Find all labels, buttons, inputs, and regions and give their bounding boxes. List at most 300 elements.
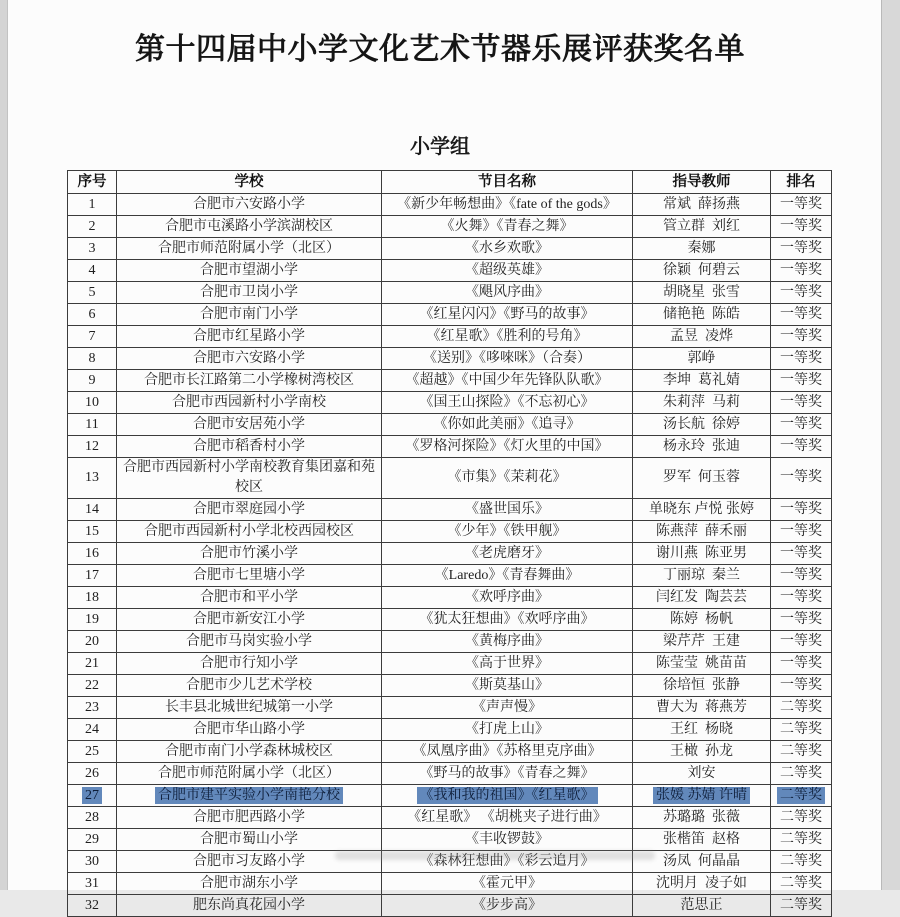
cell-text-teachers: 汤凤 何晶晶 [663,853,740,869]
cell-text-no: 7 [88,328,96,344]
cell-text-rank: 一等奖 [780,240,822,256]
cell-no [68,414,117,436]
cell-rank [771,194,832,216]
cell-text-rank: 一等奖 [780,501,822,517]
cell-no [68,216,117,238]
cell-text-program: 《你如此美丽》《追寻》 [433,416,581,432]
cell-text-no: 6 [88,306,96,322]
cell-rank [771,675,832,697]
cell-text-rank: 二等奖 [780,853,822,869]
cell-text-teachers: 陈莹莹 姚苗苗 [656,655,747,671]
cell-text-program: 《打虎上山》 [465,721,549,737]
cell-text-school: 合肥市望湖小学 [200,262,298,278]
cell-text-program: 《凤凰序曲》《苏格里克序曲》 [412,743,602,759]
cell-rank [771,326,832,348]
cell-text-no: 3 [88,240,96,256]
cell-text-school: 合肥市卫岗小学 [200,284,298,300]
cell-text-school: 合肥市建平实验小学南艳分校 [155,787,343,804]
cell-text-school: 合肥市蜀山小学 [200,831,298,847]
cell-school [117,741,382,763]
cell-text-rank: 一等奖 [780,633,822,649]
cell-text-program: 《红星闪闪》《野马的故事》 [419,306,595,322]
cell-text-no: 20 [85,633,99,649]
cell-teachers [633,719,771,741]
cell-school [117,697,382,719]
cell-teachers [633,521,771,543]
cell-text-no: 8 [88,350,96,366]
cell-text-program: 《我和我的祖国》《红星歌》 [417,787,598,804]
cell-teachers [633,282,771,304]
cell-text-teachers: 范思正 [680,897,723,913]
cell-text-program: 《森林狂想曲》《彩云追月》 [419,853,595,869]
cell-text-teachers: 李坤 葛礼婧 [663,372,740,388]
cell-program [382,763,633,785]
table-row [68,194,832,216]
cell-teachers [633,895,771,917]
cell-text-program: 《丰收锣鼓》 [465,831,549,847]
cell-teachers [633,436,771,458]
cell-program [382,653,633,675]
cell-text-no: 17 [85,567,99,583]
cell-no [68,326,117,348]
cell-rank [771,807,832,829]
cell-teachers [633,763,771,785]
cell-rank [771,829,832,851]
cell-text-program: 《霍元甲》 [472,875,542,891]
cell-teachers [633,414,771,436]
cell-program [382,719,633,741]
cell-teachers [633,238,771,260]
cell-school [117,895,382,917]
cell-text-rank: 一等奖 [780,589,822,605]
cell-rank [771,392,832,414]
cell-text-program: 《红星歌》《胜利的号角》 [426,328,588,344]
cell-text-school: 合肥市华山路小学 [193,721,305,737]
cell-text-no: 15 [85,523,99,539]
table-row [68,697,832,719]
cell-text-teachers: 丁丽琼 秦兰 [663,567,740,583]
cell-no [68,499,117,521]
cell-teachers [633,260,771,282]
cell-text-program: 《市集》《茉莉花》 [447,470,567,485]
cell-text-no: 10 [85,394,99,410]
cell-text-school: 合肥市马岗实验小学 [186,633,312,649]
cell-text-rank: 二等奖 [780,897,822,913]
cell-text-rank: 一等奖 [780,470,822,485]
cell-program [382,282,633,304]
cell-teachers [633,543,771,565]
cell-program [382,348,633,370]
cell-program [382,216,633,238]
cell-text-teachers: 闫红发 陶芸芸 [656,589,747,605]
cell-no [68,785,117,807]
cell-text-no: 11 [85,416,99,432]
cell-text-rank: 二等奖 [780,809,822,825]
cell-program [382,631,633,653]
cell-program [382,436,633,458]
cell-text-no: 28 [85,809,99,825]
cell-text-teachers: 苏璐璐 张薇 [663,809,740,825]
cell-text-program: 《火舞》《青春之舞》 [440,218,574,234]
cell-text-school: 合肥市西园新村小学南校 [172,394,326,410]
cell-text-program: 《超级英雄》 [465,262,549,278]
cell-text-teachers: 单晓东 卢悦 张婷 [649,501,754,517]
cell-teachers [633,609,771,631]
cell-no [68,370,117,392]
cell-text-school: 合肥市稻香村小学 [193,438,305,454]
cell-program [382,326,633,348]
cell-text-teachers: 常斌 薛扬燕 [663,196,740,212]
cell-rank [771,499,832,521]
cell-text-no: 22 [85,677,99,693]
table-row [68,653,832,675]
cell-text-rank: 一等奖 [780,416,822,432]
cell-text-no: 4 [88,262,96,278]
cell-text-school: 合肥市和平小学 [200,589,298,605]
table-row [68,587,832,609]
cell-text-no: 23 [85,699,99,715]
cell-text-school: 合肥市行知小学 [200,655,298,671]
cell-text-school: 合肥市长江路第二小学橡树湾校区 [144,372,354,388]
cell-text-school: 合肥市竹溪小学 [200,545,298,561]
cell-program [382,194,633,216]
cell-text-teachers: 刘安 [687,765,716,781]
cell-text-rank: 二等奖 [780,875,822,891]
cell-program [382,238,633,260]
cell-school [117,194,382,216]
cell-no [68,873,117,895]
cell-text-no: 9 [88,372,96,388]
cell-school [117,282,382,304]
cell-rank [771,631,832,653]
cell-program [382,741,633,763]
cell-text-teachers: 张媛 苏婧 许晴 [653,787,750,804]
table-header-row [68,171,832,194]
cell-text-teachers: 胡晓星 张雪 [663,284,740,300]
cell-rank [771,851,832,873]
cell-text-no: 1 [88,196,96,212]
cell-no [68,851,117,873]
cell-text-no: 2 [88,218,96,234]
cell-text-program: 《欢呼序曲》 [465,589,549,605]
cell-text-school: 合肥市屯溪路小学滨湖校区 [165,218,333,234]
cell-rank [771,719,832,741]
table-row [68,436,832,458]
cell-teachers [633,697,771,719]
cell-text-rank: 二等奖 [780,699,822,715]
cell-program [382,543,633,565]
cell-text-rank: 一等奖 [780,655,822,671]
cell-text-program: 《国王山探险》《不忘初心》 [419,394,595,410]
cell-school [117,653,382,675]
cell-rank [771,458,832,499]
cell-text-school: 合肥市新安江小学 [193,611,305,627]
awards-table-body [68,194,832,917]
cell-no [68,829,117,851]
cell-text-teachers: 沈明月 凌子如 [656,875,747,891]
cell-school [117,348,382,370]
cell-teachers [633,741,771,763]
cell-text-no: 29 [85,831,99,847]
header-no: 序号 [68,171,117,194]
cell-text-teachers: 谢川燕 陈亚男 [656,545,747,561]
cell-school [117,414,382,436]
cell-no [68,697,117,719]
cell-rank [771,414,832,436]
cell-text-program: 《高于世界》 [465,655,549,671]
cell-text-no: 26 [85,765,99,781]
cell-text-rank: 一等奖 [780,350,822,366]
cell-no [68,458,117,499]
cell-rank [771,238,832,260]
cell-teachers [633,565,771,587]
cell-school [117,873,382,895]
table-row [68,807,832,829]
cell-text-school: 长丰县北城世纪城第一小学 [165,699,333,715]
cell-no [68,741,117,763]
cell-text-no: 30 [85,853,99,869]
header-rank: 排名 [771,171,832,194]
cell-teachers [633,392,771,414]
cell-text-program: 《老虎磨牙》 [465,545,549,561]
cell-rank [771,216,832,238]
cell-school [117,829,382,851]
cell-rank [771,348,832,370]
cell-program [382,609,633,631]
table-row [68,458,832,499]
table-row [68,829,832,851]
cell-no [68,392,117,414]
cell-no [68,543,117,565]
cell-text-rank: 一等奖 [780,677,822,693]
cell-text-school: 合肥市师范附属小学（北区） [158,765,340,781]
cell-text-program: 《超越》《中国少年先锋队队歌》 [405,372,609,388]
cell-no [68,304,117,326]
cell-teachers [633,370,771,392]
cell-text-rank: 二等奖 [780,831,822,847]
cell-program [382,260,633,282]
cell-text-teachers: 曹大为 蒋燕芳 [656,699,747,715]
cell-rank [771,697,832,719]
cell-no [68,521,117,543]
cell-no [68,609,117,631]
cell-text-rank: 一等奖 [780,284,822,300]
cell-teachers [633,653,771,675]
cell-text-no: 19 [85,611,99,627]
cell-teachers [633,458,771,499]
cell-text-no: 14 [85,501,99,517]
cell-teachers [633,194,771,216]
cell-text-school: 合肥市南门小学森林城校区 [165,743,333,759]
cell-text-school: 合肥市西园新村小学北校西园校区 [144,523,354,539]
cell-text-teachers: 储艳艳 陈皓 [663,306,740,322]
cell-text-program: 《声声慢》 [472,699,542,715]
cell-text-school: 合肥市少儿艺术学校 [186,677,312,693]
cell-program [382,499,633,521]
cell-program [382,414,633,436]
table-row [68,895,832,917]
table-row [68,719,832,741]
page-title: 第十四届中小学文化艺术节器乐展评获奖名单 [135,33,745,66]
cell-text-program: 《少年》《铁甲舰》 [447,523,567,539]
cell-no [68,436,117,458]
cell-teachers [633,348,771,370]
cell-text-no: 13 [85,470,99,485]
cell-school [117,609,382,631]
cell-school [117,392,382,414]
cell-teachers [633,829,771,851]
cell-text-teachers: 陈燕萍 薛禾丽 [656,523,747,539]
cell-text-teachers: 陈婷 杨帆 [670,611,733,627]
cell-text-program: 《水乡欢歌》 [465,240,549,256]
header-school: 学校 [117,171,382,194]
cell-text-no: 32 [85,897,99,913]
cell-text-program: 《盛世国乐》 [465,501,549,517]
cell-text-rank: 二等奖 [780,721,822,737]
cell-program [382,873,633,895]
cell-text-teachers: 杨永玲 张迪 [663,438,740,454]
table-row [68,543,832,565]
cell-text-rank: 一等奖 [780,438,822,454]
cell-school [117,260,382,282]
table-row [68,873,832,895]
table-row [68,565,832,587]
cell-rank [771,785,832,807]
cell-school [117,807,382,829]
cell-rank [771,565,832,587]
table-row [68,499,832,521]
cell-teachers [633,304,771,326]
cell-text-teachers: 王橄 孙龙 [670,743,733,759]
cell-rank [771,260,832,282]
cell-text-school: 合肥市六安路小学 [193,350,305,366]
cell-rank [771,282,832,304]
cell-school [117,587,382,609]
cell-rank [771,653,832,675]
cell-text-teachers: 郭峥 [687,350,716,366]
cell-school [117,326,382,348]
cell-program [382,370,633,392]
cell-program [382,895,633,917]
page-right-edge [881,0,900,890]
cell-rank [771,609,832,631]
cell-text-no: 25 [85,743,99,759]
cell-teachers [633,807,771,829]
cell-text-program: 《送别》《哆唻咪》（合奏） [423,350,591,366]
cell-text-teachers: 张楷笛 赵格 [663,831,740,847]
cell-no [68,763,117,785]
cell-text-program: 《罗格河探险》《灯火里的中国》 [405,438,609,454]
cell-text-no: 16 [85,545,99,561]
cell-text-teachers: 秦娜 [687,240,716,256]
header-teachers: 指导教师 [633,171,771,194]
cell-rank [771,741,832,763]
cell-school [117,304,382,326]
cell-school [117,458,382,499]
cell-no [68,348,117,370]
cell-text-school: 合肥市安居苑小学 [193,416,305,432]
table-row [68,785,832,807]
cell-no [68,719,117,741]
cell-program [382,304,633,326]
cell-school [117,631,382,653]
cell-school [117,785,382,807]
cell-text-school: 合肥市翠庭园小学 [193,501,305,517]
awards-table [67,170,832,917]
cell-rank [771,543,832,565]
table-row [68,414,832,436]
table-row [68,609,832,631]
cell-no [68,194,117,216]
cell-text-teachers: 徐培恒 张静 [663,677,740,693]
cell-teachers [633,785,771,807]
cell-text-school: 合肥市西园新村小学南校教育集团嘉和苑校区 [123,460,375,495]
cell-text-program: 《红星歌》 《胡桃夹子进行曲》 [407,809,607,825]
cell-rank [771,873,832,895]
cell-text-rank: 一等奖 [780,372,822,388]
cell-no [68,631,117,653]
cell-teachers [633,216,771,238]
cell-program [382,697,633,719]
table-row [68,370,832,392]
cell-text-rank: 一等奖 [780,218,822,234]
cell-teachers [633,587,771,609]
cell-text-school: 合肥市师范附属小学（北区） [158,240,340,256]
cell-text-rank: 一等奖 [780,545,822,561]
cell-text-school: 合肥市红星路小学 [193,328,305,344]
cell-no [68,238,117,260]
table-row [68,675,832,697]
cell-program [382,675,633,697]
cell-text-rank: 一等奖 [780,523,822,539]
cell-text-teachers: 徐颖 何碧云 [663,262,740,278]
cell-text-no: 5 [88,284,96,300]
table-row [68,392,832,414]
cell-text-teachers: 汤长航 徐婷 [663,416,740,432]
cell-rank [771,370,832,392]
cell-no [68,282,117,304]
cell-school [117,238,382,260]
cell-text-teachers: 孟昱 凌烨 [670,328,733,344]
cell-text-no: 27 [82,787,102,804]
cell-no [68,895,117,917]
cell-text-no: 24 [85,721,99,737]
cell-no [68,565,117,587]
cell-text-program: 《犹太狂想曲》《欢呼序曲》 [419,611,595,627]
cell-program [382,587,633,609]
table-row [68,238,832,260]
header-program: 节目名称 [382,171,633,194]
cell-no [68,587,117,609]
cell-rank [771,587,832,609]
table-row [68,304,832,326]
cell-program [382,807,633,829]
cell-text-program: 《飓风序曲》 [465,284,549,300]
table-row [68,521,832,543]
cell-text-program: 《新少年畅想曲》《fate of the gods》 [397,196,617,212]
cell-no [68,260,117,282]
cell-text-rank: 一等奖 [780,306,822,322]
cell-school [117,565,382,587]
cell-text-rank: 二等奖 [777,787,825,804]
table-row [68,741,832,763]
cell-text-rank: 一等奖 [780,394,822,410]
cell-text-rank: 一等奖 [780,328,822,344]
table-row [68,348,832,370]
cell-teachers [633,631,771,653]
table-row [68,631,832,653]
cell-rank [771,521,832,543]
